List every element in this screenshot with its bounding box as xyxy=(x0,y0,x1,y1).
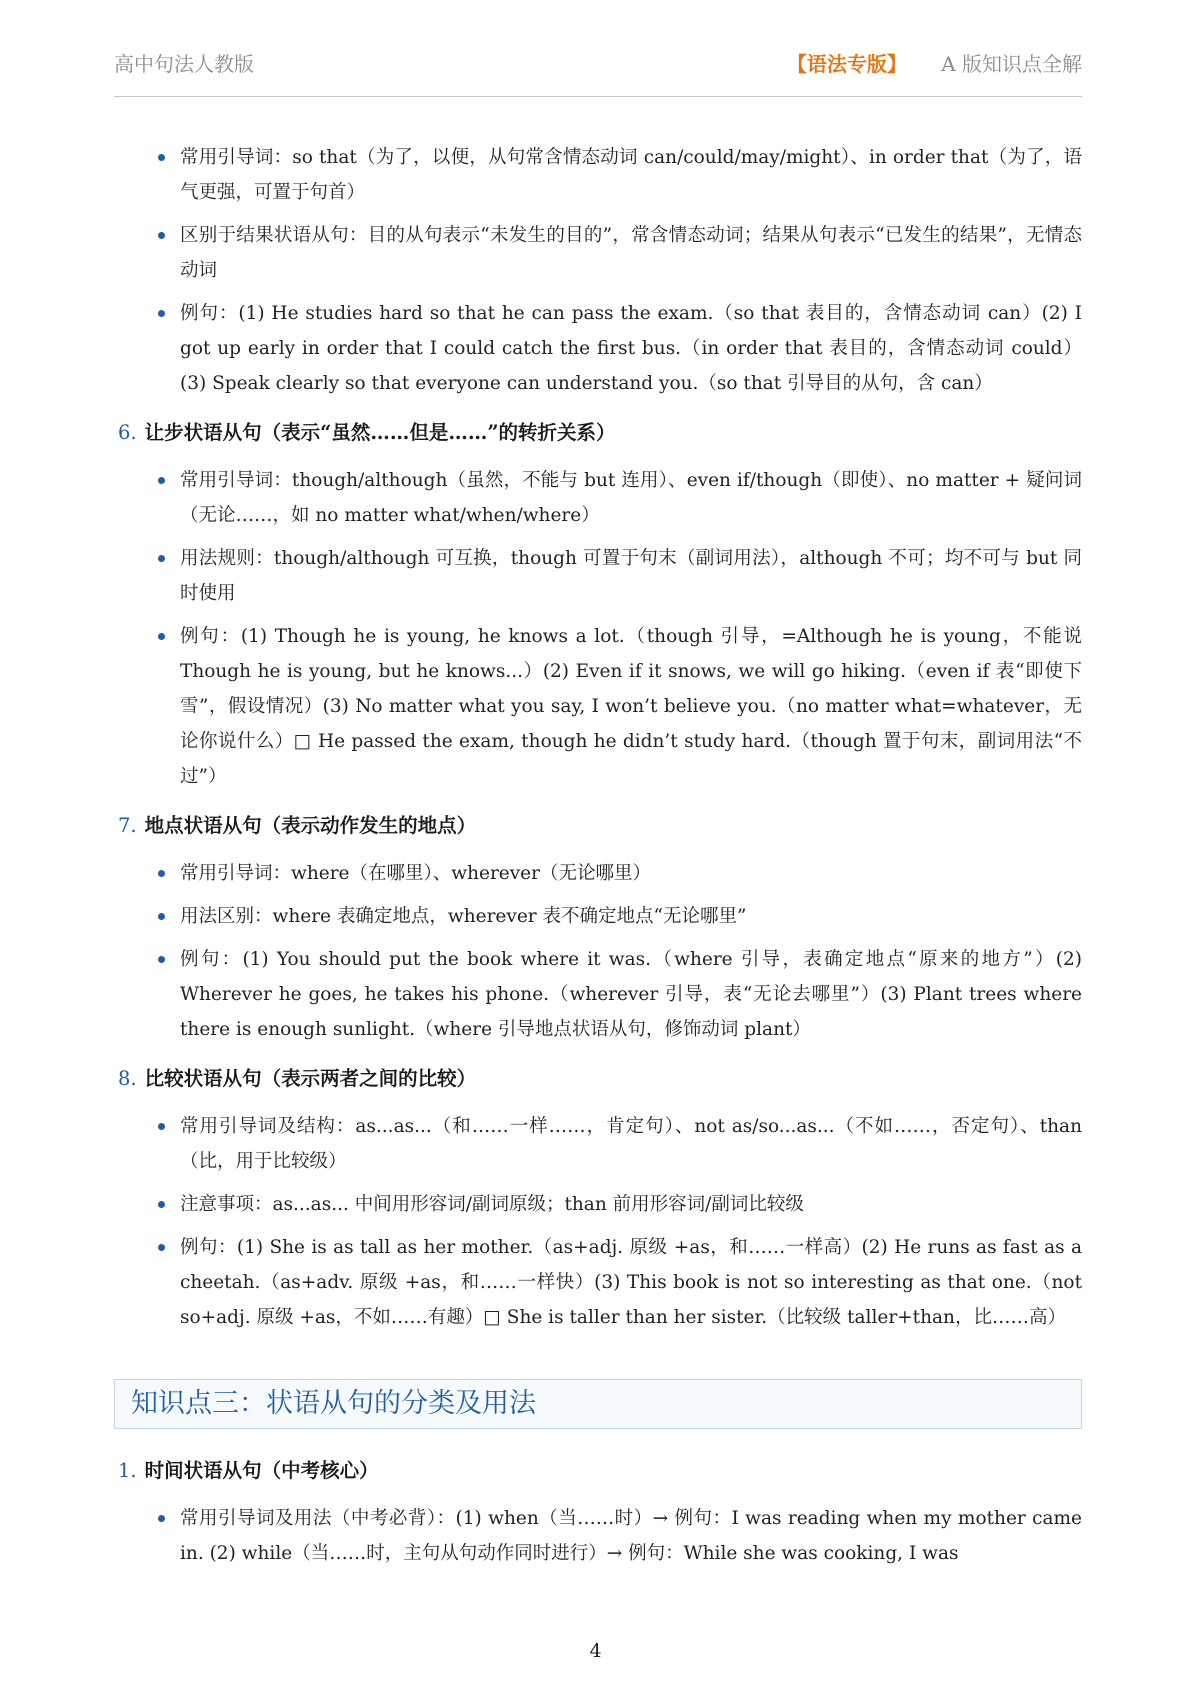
section-title: 比较状语从句（表示两者之间的比较） xyxy=(144,1067,477,1090)
bullet-text: 用法区别：where 表确定地点，wherever 表不确定地点“无论哪里” xyxy=(180,906,747,927)
section-heading-time xyxy=(118,1453,1082,1489)
section-number: 8. xyxy=(118,1067,137,1090)
bullet-text: 区别于结果状语从句：目的从句表示“未发生的目的”，常含情态动词；结果从句表示“已发生的结果”，无情态动词 xyxy=(180,225,1082,281)
section-number: 1. xyxy=(118,1459,137,1482)
place-bullets xyxy=(114,856,1082,1047)
bullet-dot-icon xyxy=(158,154,165,161)
bullet-text: 常用引导词及用法（中考必背）：(1) when（当……时）→ 例句：I was reading when my mother came in. (2) while（当……时，主句从句动作同时进行）→ 例句：While she was cooking, I was xyxy=(180,1508,1082,1564)
bullet-text: 例句：(1) He studies hard so that he can pass the exam.（so that 表目的，含情态动词 can）(2) I got up early in order that I could catch the first bus.（in order that 表目的，含情态动词 could）(3) Speak clearly so that everyone can understand you.（so that 引导目的从句，含 can） xyxy=(180,303,1082,394)
header-right xyxy=(787,48,1082,77)
list-item xyxy=(114,856,1082,891)
bullet-dot-icon xyxy=(158,1244,165,1251)
list-item xyxy=(114,296,1082,401)
bullet-dot-icon xyxy=(158,310,165,317)
bullet-dot-icon xyxy=(158,956,165,963)
bullet-text: 例句：(1) You should put the book where it was.（where 引导，表确定地点“原来的地方”）(2) Wherever he goes, he takes his phone.（wherever 引导，表“无论去哪里”）(3) Plant trees where there is enough sunlight.（where 引导地点状语从句，修饰动词 plant） xyxy=(180,949,1082,1040)
bullet-dot-icon xyxy=(158,555,165,562)
section-number: 7. xyxy=(118,814,137,837)
page-header xyxy=(114,44,1082,97)
bullet-dot-icon xyxy=(158,1515,165,1522)
bullet-text: 注意事项：as...as... 中间用形容词/副词原级；than 前用形容词/副词比较级 xyxy=(180,1194,804,1215)
list-item xyxy=(114,140,1082,210)
concession-bullets xyxy=(114,463,1082,794)
bullet-text: 常用引导词：where（在哪里）、wherever（无论哪里） xyxy=(180,863,651,884)
list-item xyxy=(114,1501,1082,1571)
section-heading-concession xyxy=(118,415,1082,451)
bullet-dot-icon xyxy=(158,232,165,239)
bullet-text: 常用引导词及结构：as...as...（和……一样……，肯定句）、not as/so...as...（不如……，否定句）、than（比，用于比较级） xyxy=(180,1116,1082,1172)
header-book-title: 高中句法人教版 xyxy=(114,52,254,76)
list-item xyxy=(114,942,1082,1047)
list-item xyxy=(114,1109,1082,1179)
knowledge-point-heading: 知识点三：状语从句的分类及用法 xyxy=(114,1379,1082,1429)
page-content xyxy=(114,140,1082,1579)
section-title: 地点状语从句（表示动作发生的地点） xyxy=(144,814,477,837)
bullet-dot-icon xyxy=(158,477,165,484)
page-number: 4 xyxy=(589,1640,602,1662)
bullet-text: 常用引导词：so that（为了，以便，从句常含情态动词 can/could/may/might）、in order that（为了，语气更强，可置于句首） xyxy=(180,147,1082,203)
section-title: 时间状语从句（中考核心） xyxy=(144,1459,379,1482)
bullet-dot-icon xyxy=(158,870,165,877)
bullet-text: 例句：(1) She is as tall as her mother.（as+adj. 原级 +as，和……一样高）(2) He runs as fast as a cheetah.（as+adv. 原级 +as，和……一样快）(3) This book is not so interesting as that one.（not so+adj. 原级 +as，不如……有趣）□ She is taller than her sister.（比较级 taller+than，比……高） xyxy=(180,1237,1082,1328)
bullet-dot-icon xyxy=(158,913,165,920)
list-item xyxy=(114,899,1082,934)
section-number: 6. xyxy=(118,421,137,444)
list-item xyxy=(114,541,1082,611)
bullet-text: 用法规则：though/although 可互换，though 可置于句末（副词用法），although 不可；均不可与 but 同时使用 xyxy=(180,548,1082,604)
bullet-text: 例句：(1) Though he is young, he knows a lot.（though 引导，=Although he is young，不能说 Though he is young, but he knows...）(2) Even if it snows, we will go hiking.（even if 表“即使下雪”，假设情况）(3) No matter what you say, I won’t believe you.（no matter what=whatever，无论你说什么）□ He passed the exam, though he didn’t study hard.（though 置于句末，副词用法“不过”） xyxy=(180,626,1082,787)
bullet-dot-icon xyxy=(158,1123,165,1130)
section-title: 让步状语从句（表示“虽然……但是……”的转折关系） xyxy=(144,421,616,444)
list-item xyxy=(114,619,1082,794)
section-heading-comparison xyxy=(118,1061,1082,1097)
header-subtitle: A 版知识点全解 xyxy=(941,52,1082,76)
section-heading-place xyxy=(118,808,1082,844)
time-bullets xyxy=(114,1501,1082,1571)
bullet-dot-icon xyxy=(158,1201,165,1208)
header-tag: 【语法专版】 xyxy=(786,52,907,76)
bullet-dot-icon xyxy=(158,633,165,640)
comparison-bullets xyxy=(114,1109,1082,1335)
list-item xyxy=(114,1187,1082,1222)
list-item xyxy=(114,218,1082,288)
list-item xyxy=(114,1230,1082,1335)
purpose-clause-bullets xyxy=(114,140,1082,401)
bullet-text: 常用引导词：though/although（虽然，不能与 but 连用）、even if/though（即使）、no matter + 疑问词（无论……，如 no matter what/when/where） xyxy=(180,470,1082,526)
list-item xyxy=(114,463,1082,533)
